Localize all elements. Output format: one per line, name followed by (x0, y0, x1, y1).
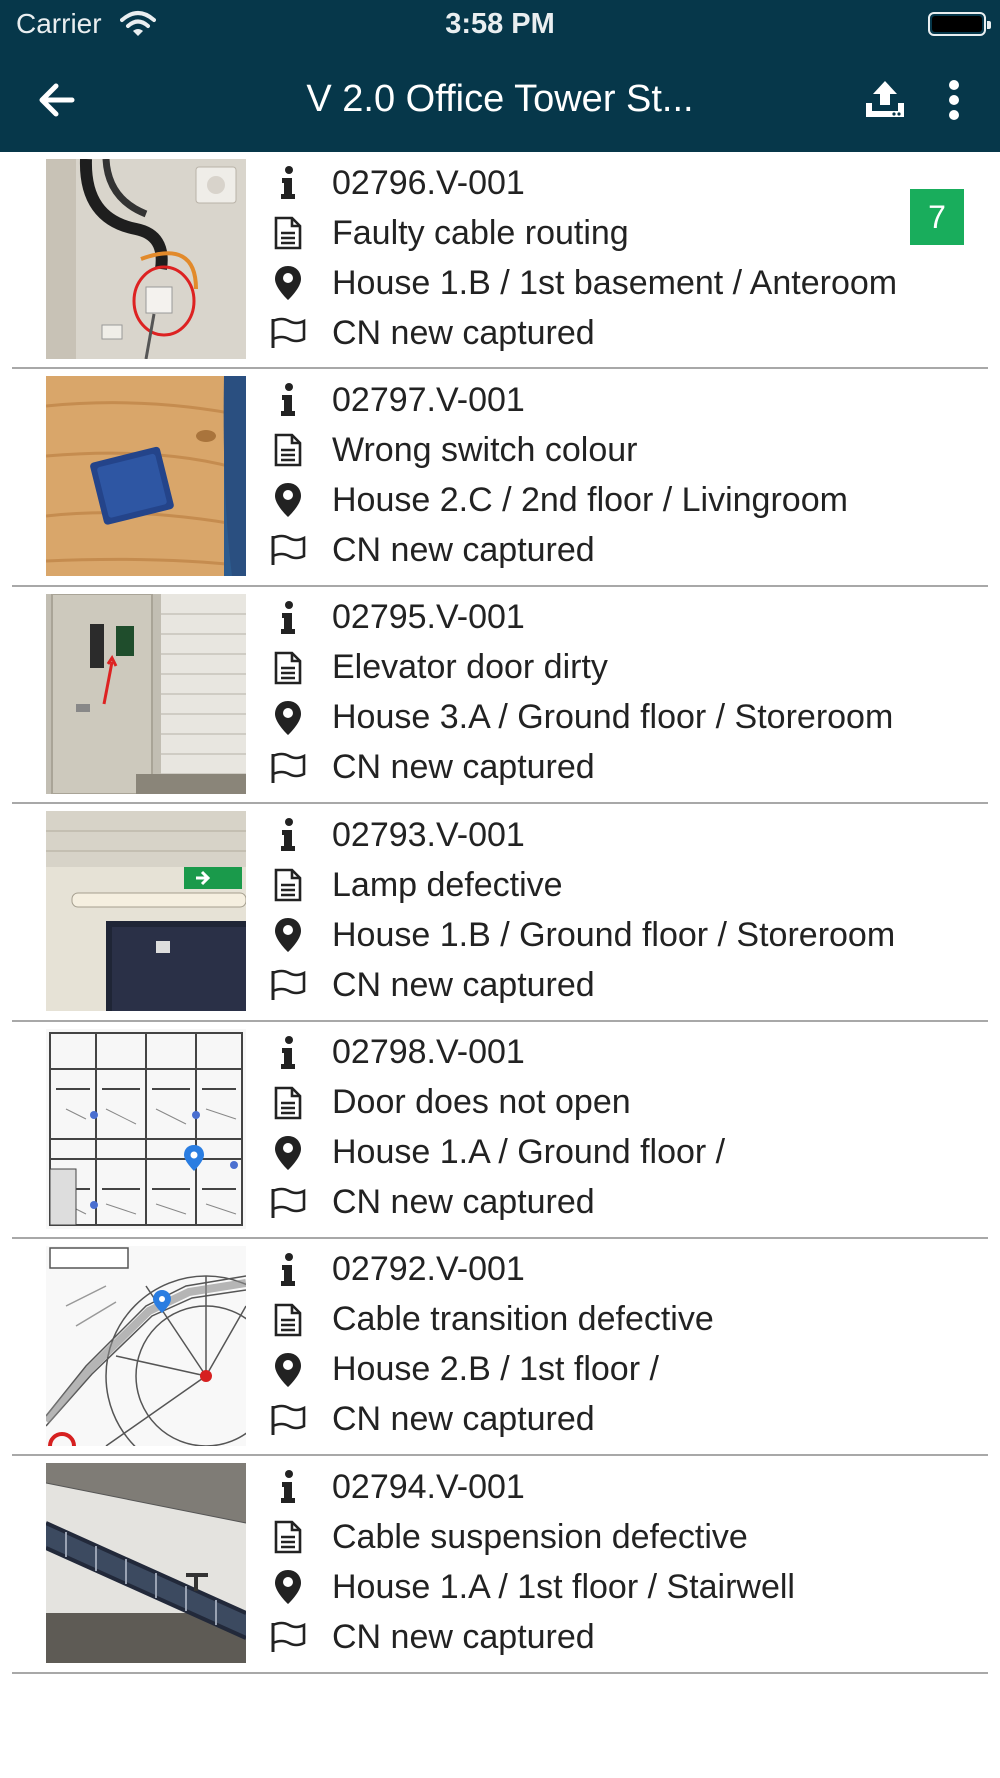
document-icon (270, 213, 306, 253)
item-description: Faulty cable routing (332, 213, 629, 252)
list-item[interactable] (12, 1456, 988, 1673)
document-icon (270, 1517, 306, 1557)
page-title: V 2.0 Office Tower St... (306, 78, 694, 120)
item-id: 02792.V-001 (332, 1250, 525, 1289)
item-location: House 3.A / Ground floor / Storeroom (332, 698, 894, 737)
item-description: Cable transition defective (332, 1300, 714, 1339)
item-id: 02796.V-001 (332, 163, 525, 202)
list-item[interactable] (12, 152, 988, 369)
map-pin-icon (270, 480, 306, 520)
item-id: 02794.V-001 (332, 1467, 525, 1506)
flag-icon (270, 965, 306, 1005)
floor-plan-image (46, 1029, 246, 1229)
document-icon (270, 1083, 306, 1123)
item-location: House 1.A / Ground floor / (332, 1133, 726, 1172)
upload-icon (864, 79, 906, 121)
info-icon (270, 815, 306, 855)
item-location: House 1.A / 1st floor / Stairwell (332, 1567, 795, 1606)
item-description: Cable suspension defective (332, 1517, 748, 1556)
document-icon (270, 648, 306, 688)
list-item[interactable] (12, 587, 988, 804)
info-icon (270, 380, 306, 420)
flag-icon (270, 530, 306, 570)
item-description: Elevator door dirty (332, 648, 608, 687)
item-location: House 2.C / 2nd floor / Livingroom (332, 480, 848, 519)
document-icon (270, 865, 306, 905)
item-status: CN new captured (332, 1617, 595, 1656)
flag-icon (270, 1617, 306, 1657)
more-options-button[interactable] (932, 72, 976, 128)
count-badge: 7 (910, 189, 964, 245)
item-description: Door does not open (332, 1083, 631, 1122)
defect-list (0, 152, 1000, 1674)
carrier-label: Carrier (16, 8, 102, 39)
arrow-left-icon (36, 82, 76, 118)
cable-wall-photo (46, 159, 246, 359)
item-location: House 1.B / Ground floor / Storeroom (332, 915, 896, 954)
back-button[interactable] (28, 72, 84, 128)
info-icon (270, 1250, 306, 1290)
item-status: CN new captured (332, 1400, 595, 1439)
navigation-bar (0, 50, 1000, 152)
list-item[interactable] (12, 804, 988, 1021)
flag-icon (270, 1183, 306, 1223)
info-icon (270, 1467, 306, 1507)
item-location: House 2.B / 1st floor / (332, 1350, 659, 1389)
elevator-door-photo (46, 594, 246, 794)
item-status: CN new captured (332, 748, 595, 787)
list-item[interactable] (12, 369, 988, 586)
info-icon (270, 598, 306, 638)
flag-icon (270, 748, 306, 788)
item-description: Wrong switch colour (332, 430, 638, 469)
more-vertical-icon (948, 80, 960, 120)
item-id: 02797.V-001 (332, 380, 525, 419)
map-pin-icon (270, 915, 306, 955)
list-item[interactable] (12, 1239, 988, 1456)
document-icon (270, 430, 306, 470)
blue-switch-photo (46, 376, 246, 576)
cable-tray-photo (46, 1463, 246, 1663)
info-icon (270, 163, 306, 203)
item-description: Lamp defective (332, 865, 563, 904)
flag-icon (270, 313, 306, 353)
list-item[interactable] (12, 1022, 988, 1239)
battery-icon (928, 12, 986, 36)
map-pin-icon (270, 1133, 306, 1173)
item-status: CN new captured (332, 965, 595, 1004)
item-status: CN new captured (332, 1183, 595, 1222)
info-icon (270, 1033, 306, 1073)
item-status: CN new captured (332, 530, 595, 569)
item-status: CN new captured (332, 313, 595, 352)
flag-icon (270, 1400, 306, 1440)
exit-lamp-photo (46, 811, 246, 1011)
map-pin-icon (270, 1567, 306, 1607)
item-id: 02793.V-001 (332, 815, 525, 854)
map-pin-icon (270, 698, 306, 738)
upload-button[interactable] (860, 72, 910, 128)
document-icon (270, 1300, 306, 1340)
app-header (0, 0, 1000, 152)
status-bar (0, 0, 1000, 50)
map-pin-icon (270, 263, 306, 303)
item-location: House 1.B / 1st basement / Anteroom (332, 263, 898, 302)
floor-plan-curve-image (46, 1246, 246, 1446)
item-id: 02795.V-001 (332, 598, 525, 637)
item-id: 02798.V-001 (332, 1033, 525, 1072)
status-time: 3:58 PM (445, 8, 555, 40)
map-pin-icon (270, 1350, 306, 1390)
